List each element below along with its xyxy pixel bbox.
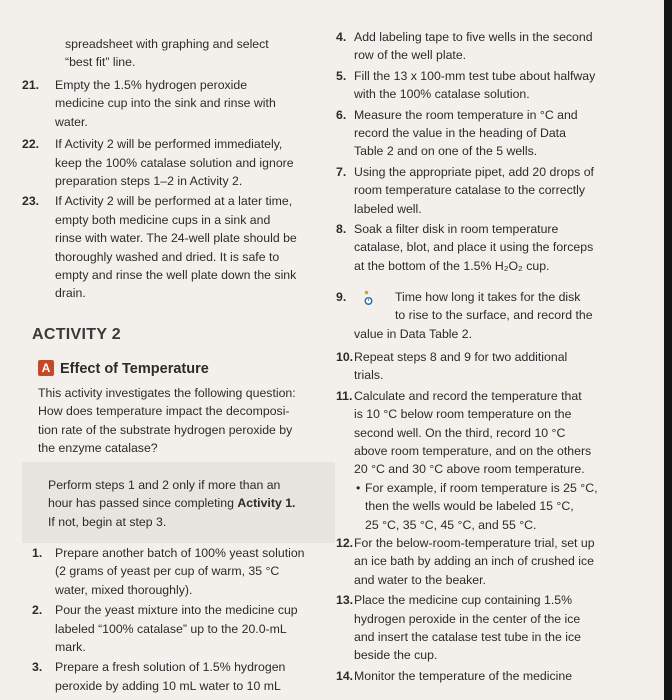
step-2: 2. Pour the yeast mixture into the medicine cup labeled “100% catalase” up to the 20.0-mL mark.	[32, 603, 298, 655]
step-list-21-23	[22, 76, 327, 303]
step-1: 1. Prepare another batch of 100% yeast solution (2 grams of yeast per cup of warm, 35 °C water, mixed thoroughly).	[32, 546, 305, 597]
step-14: 14. Monitor the temperature of the medicine	[336, 668, 573, 683]
step-list-4-8	[332, 28, 650, 275]
step-22: 22. If Activity 2 will be performed immediately, keep the 100% catalase solution and ignore preparation steps 1–2 in Activity 2.	[22, 137, 294, 189]
section-letter-badge: A	[38, 360, 54, 376]
step-list-10-11	[332, 348, 650, 534]
continued-text: spreadsheet with graphing and select “best fit” line.	[65, 37, 269, 70]
step-5: 5. Fill the 13 x 100-mm test tube about halfway with the 100% catalase solution.	[336, 68, 596, 102]
section-title: Effect of Temperature	[60, 361, 209, 377]
step-9: 9. Time how long it takes for the disk to rise to the surface, and record the value in Data Table 2.	[336, 290, 593, 341]
step-11: 11. Calculate and record the temperature that is 10 °C below room temperature on the second well. On the third, record 10 °C above room temperature, and on the others 20 °C and 30 °C above room temperature.	[336, 388, 592, 477]
step-3: 3. Prepare a fresh solution of 1.5% hydrogen peroxide by adding 10 mL water to 10 mL	[32, 660, 286, 693]
step-8: 8. Soak a filter disk in room temperature catalase, blot, and place it using the forceps at the bottom of the 1.5% H₂O₂ cup.	[336, 222, 594, 273]
page-edge-shadow	[664, 0, 672, 700]
step-21: 21. Empty the 1.5% hydrogen peroxide medicine cup into the sink and rinse with water.	[22, 78, 276, 129]
step-list-1-3	[22, 544, 332, 695]
step-23: 23. If Activity 2 will be performed at a later time, empty both medicine cups in a sink and rinse with water. The 24-well plate should be thoroughly washed and dried. It is safe to empty and rinse the well plate down the sink drain.	[22, 194, 297, 301]
step-list-12-14	[332, 534, 650, 685]
step-10: 10. Repeat steps 8 and 9 for two additional trials.	[336, 350, 568, 383]
example-bullet: • For example, if room temperature is 25 °C, then the wells would be labeled 15 °C, 25 °C, 35 °C, 45 °C, and 55 °C.	[332, 479, 650, 534]
step-13: 13. Place the medicine cup containing 1.5% hydrogen peroxide in the center of the ice and insert the catalase test tube in the ice beside the cup.	[336, 593, 581, 663]
activity-title: ACTIVITY 2	[32, 326, 121, 343]
section-heading	[38, 360, 328, 378]
note-box: Perform steps 1 and 2 only if more than an hour has passed since completing Activity 1. If not, begin at step 3.	[22, 462, 335, 543]
step-12: 12. For the below-room-temperature trial, set up an ice bath by adding an inch of crushed ice and water to the beaker.	[336, 536, 595, 587]
step-4: 4. Add labeling tape to five wells in the second row of the well plate.	[336, 30, 593, 63]
step-6: 6. Measure the room temperature in °C and record the value in the heading of Data Table 2 and on one of the 5 wells.	[336, 107, 578, 159]
intro-paragraph: This activity investigates the following question: How does temperature impact the decomposi- tion rate of the substrate hydrogen peroxide by the enzyme catalase?	[38, 386, 296, 456]
stopwatch-icon	[360, 290, 376, 306]
step-7: 7. Using the appropriate pipet, add 20 drops of room temperature catalase to the correctly labeled well.	[336, 164, 594, 216]
